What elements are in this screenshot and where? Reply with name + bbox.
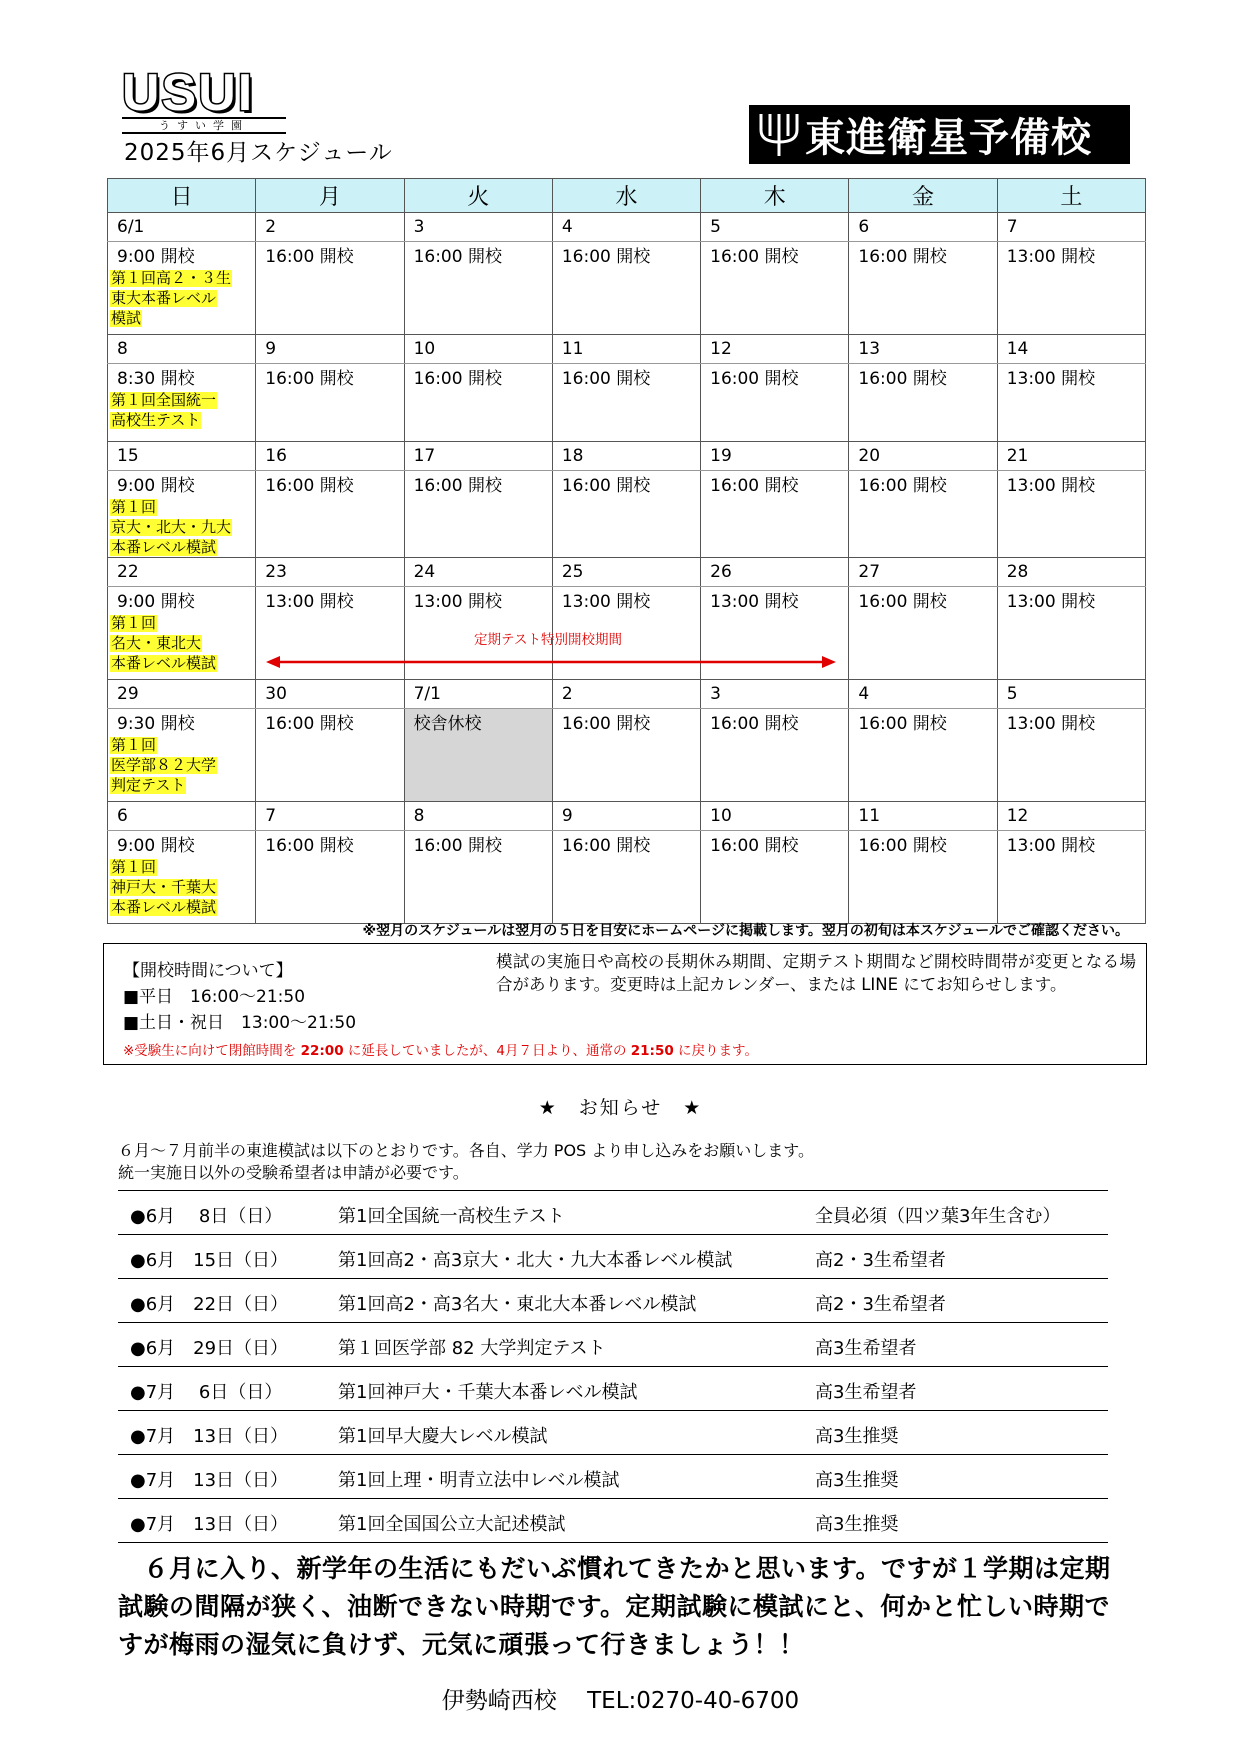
exam-name: 第1回早大慶大レベル模試	[338, 1426, 548, 1447]
exam-name: 第1回全国統一高校生テスト	[338, 1206, 565, 1227]
date-cell: 2	[552, 680, 700, 709]
opening-time: 16:00 開校	[265, 369, 354, 389]
opening-time: 9:00 開校	[117, 836, 195, 856]
special-period-arrow	[266, 656, 836, 668]
exam-name: 第1回全国国公立大記述模試	[338, 1514, 566, 1535]
opening-time: 16:00 開校	[710, 836, 799, 856]
opening-time: 13:00 開校	[1006, 247, 1096, 267]
date-cell: 5	[701, 213, 849, 242]
opening-time: 16:00 開校	[265, 247, 354, 267]
opening-time: 16:00 開校	[561, 369, 651, 389]
date-cell: 10	[701, 802, 849, 831]
usui-logo-sub: うすい学園	[122, 117, 286, 134]
exam-target: 高3生希望者	[815, 1382, 917, 1403]
exam-event-line: 医学部８２大学	[111, 756, 217, 774]
exam-name: 第1回高2・高3京大・北大・九大本番レベル模試	[338, 1250, 733, 1271]
exam-name: 第1回神戸大・千葉大本番レベル模試	[338, 1382, 638, 1403]
exam-target: 全員必須（四ツ葉3年生含む）	[815, 1206, 1061, 1227]
red-text-a: ※受験生に向けて閉館時間を	[123, 1043, 301, 1059]
date-cell: 27	[849, 558, 997, 587]
date-cell: 5	[997, 680, 1145, 709]
exam-target: 高3生推奨	[815, 1514, 899, 1535]
opening-time: 16:00 開校	[561, 836, 651, 856]
date-cell: 16	[256, 442, 404, 471]
opening-time: 9:00 開校	[117, 592, 195, 612]
exam-row	[118, 1367, 1108, 1411]
opening-time: 16:00 開校	[561, 476, 651, 496]
date-cell: 23	[256, 558, 404, 587]
exam-event-line: 判定テスト	[111, 776, 186, 794]
date-cell: 8	[108, 335, 256, 364]
date-cell: 6	[849, 213, 997, 242]
opening-time: 16:00 開校	[858, 592, 947, 612]
hours-info	[123, 958, 356, 1036]
opening-time: 16:00 開校	[710, 476, 799, 496]
date-cell: 30	[256, 680, 404, 709]
date-cell: 25	[552, 558, 700, 587]
red-text-c: に延長していましたが、4月７日より、通常の	[343, 1043, 631, 1059]
exam-list	[118, 1190, 1108, 1543]
footer-contact: 伊勢崎西校 TEL:0270-40-6700	[441, 1688, 800, 1714]
opening-time: 16:00 開校	[413, 836, 502, 856]
exam-event-line: 本番レベル模試	[111, 654, 217, 672]
opening-time: 9:30 開校	[117, 714, 195, 734]
date-cell: 2	[256, 213, 404, 242]
opening-time: 16:00 開校	[858, 369, 947, 389]
exam-target: 高3生希望者	[815, 1338, 917, 1359]
date-cell: 3	[404, 213, 552, 242]
opening-time: 16:00 開校	[413, 369, 502, 389]
date-cell: 11	[849, 802, 997, 831]
date-cell: 7	[256, 802, 404, 831]
date-cell: 21	[997, 442, 1145, 471]
opening-time: 13:00 開校	[1006, 714, 1096, 734]
date-cell: 7	[997, 213, 1145, 242]
date-cell: 4	[552, 213, 700, 242]
opening-time: 16:00 開校	[265, 836, 354, 856]
exam-row	[118, 1499, 1108, 1543]
hours-box	[103, 943, 1147, 1065]
opening-time: 16:00 開校	[561, 247, 651, 267]
opening-time: 16:00 開校	[413, 247, 502, 267]
exam-date: ●7月 13日（日）	[130, 1514, 289, 1535]
exam-event-line: 第１回	[111, 858, 157, 876]
opening-time: 16:00 開校	[265, 714, 354, 734]
opening-time: 16:00 開校	[858, 714, 947, 734]
date-cell: 9	[552, 802, 700, 831]
weekday-header: 月	[256, 179, 404, 213]
weekday-header: 金	[849, 179, 997, 213]
date-cell: 9	[256, 335, 404, 364]
red-text-e: に戻ります。	[673, 1043, 758, 1059]
opening-time: 13:00 開校	[1006, 476, 1096, 496]
closing-time-notice	[123, 1039, 758, 1059]
opening-time: 13:00 開校	[265, 592, 354, 612]
usui-logo-text: USUI	[122, 64, 255, 122]
notice-title: ★ お知らせ ★	[538, 1097, 703, 1119]
date-cell: 11	[552, 335, 700, 364]
toshin-logo-text: 東進衛星予備校	[805, 115, 1092, 161]
date-cell: 28	[997, 558, 1145, 587]
exam-target: 高3生推奨	[815, 1470, 899, 1491]
exam-date: ●7月 13日（日）	[130, 1426, 289, 1447]
exam-target: 高2・3生希望者	[815, 1250, 946, 1271]
exam-event-line: 第１回全国統一	[111, 391, 217, 409]
exam-row	[118, 1235, 1108, 1279]
opening-time: 13:00 開校	[710, 592, 799, 612]
exam-target: 高3生推奨	[815, 1426, 899, 1447]
date-cell: 20	[849, 442, 997, 471]
exam-date: ●6月 15日（日）	[130, 1250, 289, 1271]
exam-event-line: 名大・東北大	[111, 634, 202, 652]
date-cell: 24	[404, 558, 552, 587]
date-cell: 18	[552, 442, 700, 471]
exam-row	[118, 1279, 1108, 1323]
exam-date: ●7月 13日（日）	[130, 1470, 289, 1491]
date-cell: 14	[997, 335, 1145, 364]
opening-time: 13:00 開校	[413, 592, 502, 612]
exam-event-line: 第１回	[111, 498, 157, 516]
opening-time: 13:00 開校	[1006, 369, 1096, 389]
date-cell: 17	[404, 442, 552, 471]
exam-event-line: 第１回	[111, 736, 157, 754]
date-cell: 6	[108, 802, 256, 831]
opening-time: 13:00 開校	[1006, 592, 1096, 612]
hours-weekday: ■平日 16:00～21:50	[123, 987, 306, 1007]
opening-time: 16:00 開校	[710, 247, 799, 267]
calendar-note: ※翌月のスケジュールは翌月の５日を目安にホームページに掲載します。翌月の初旬は本スケジュールでご確認ください。	[362, 923, 1129, 939]
date-cell: 22	[108, 558, 256, 587]
exam-event-line: 神戸大・千葉大	[111, 878, 217, 896]
notice-intro	[118, 1140, 814, 1184]
date-cell: 7/1	[404, 680, 552, 709]
weekday-header: 火	[404, 179, 552, 213]
hours-change-notice: 模試の実施日や高校の長期休み期間、定期テスト期間など開校時間帯が変更となる場合があります。変更時は上記カレンダー、または LINE にてお知らせします。	[496, 952, 1136, 994]
weekday-header: 土	[997, 179, 1145, 213]
special-period-label: 定期テスト特別開校期間	[474, 632, 622, 648]
notice-intro-line: ６月～７月前半の東進模試は以下のとおりです。各自、学力 POS より申し込みをお願いします。	[118, 1141, 815, 1160]
exam-event-line: 模試	[111, 309, 142, 327]
exam-event-line: 本番レベル模試	[111, 538, 217, 556]
closed-label: 校舎休校	[413, 714, 482, 734]
hours-heading: 【開校時間について】	[123, 961, 293, 981]
opening-time: 16:00 開校	[413, 476, 502, 496]
exam-event-line: 第１回高２・３生	[111, 269, 232, 287]
opening-time: 16:00 開校	[265, 476, 354, 496]
opening-time: 16:00 開校	[858, 476, 947, 496]
date-cell: 8	[404, 802, 552, 831]
exam-event-line: 東大本番レベル	[111, 289, 217, 307]
opening-time: 8:30 開校	[117, 369, 195, 389]
page-title: 2025年6月スケジュール	[124, 140, 393, 166]
date-cell: 13	[849, 335, 997, 364]
red-time-old: 22:00	[300, 1043, 344, 1059]
exam-row	[118, 1411, 1108, 1455]
date-cell: 19	[701, 442, 849, 471]
date-cell: 4	[849, 680, 997, 709]
exam-event-line: 京大・北大・九大	[111, 518, 232, 536]
opening-time: 16:00 開校	[710, 369, 799, 389]
date-cell: 26	[701, 558, 849, 587]
notice-intro-line: 統一実施日以外の受験希望者は申請が必要です。	[118, 1163, 469, 1182]
date-cell: 3	[701, 680, 849, 709]
exam-event-line: 第１回	[111, 614, 157, 632]
opening-time: 9:00 開校	[117, 476, 195, 496]
exam-date: ●7月 6日（日）	[130, 1382, 283, 1403]
exam-date: ●6月 22日（日）	[130, 1294, 289, 1315]
date-cell: 29	[108, 680, 256, 709]
exam-target: 高2・3生希望者	[815, 1294, 946, 1315]
date-cell: 12	[701, 335, 849, 364]
opening-time: 13:00 開校	[561, 592, 651, 612]
closing-message: ６月に入り、新学年の生活にもだいぶ慣れてきたかと思います。ですが１学期は定期試験の間隔が狭く、油断できない時期です。定期試験に模試にと、何かと忙しい時期ですが梅雨の湿気に負けず、元気に頑張って行きましょう！！	[118, 1554, 1111, 1659]
opening-time: 16:00 開校	[858, 836, 947, 856]
exam-name: 第１回医学部 82 大学判定テスト	[338, 1338, 606, 1359]
exam-date: ●6月 8日（日）	[130, 1206, 283, 1227]
red-time-new: 21:50	[630, 1043, 674, 1059]
exam-row	[118, 1455, 1108, 1499]
opening-time: 16:00 開校	[710, 714, 799, 734]
exam-date: ●6月 29日（日）	[130, 1338, 289, 1359]
date-cell: 15	[108, 442, 256, 471]
date-cell: 10	[404, 335, 552, 364]
exam-name: 第1回上理・明青立法中レベル模試	[338, 1470, 620, 1491]
opening-time: 9:00 開校	[117, 247, 195, 267]
exam-event-line: 本番レベル模試	[111, 898, 217, 916]
exam-event-line: 高校生テスト	[111, 411, 201, 429]
weekday-header: 水	[552, 179, 700, 213]
exam-name: 第1回高2・高3名大・東北大本番レベル模試	[338, 1294, 697, 1315]
opening-time: 16:00 開校	[858, 247, 947, 267]
hours-weekend: ■土日・祝日 13:00～21:50	[123, 1013, 357, 1033]
weekday-header: 日	[108, 179, 256, 213]
exam-row	[118, 1323, 1108, 1367]
date-cell: 6/1	[108, 213, 256, 242]
date-cell: 12	[997, 802, 1145, 831]
exam-row	[118, 1190, 1108, 1235]
opening-time: 13:00 開校	[1006, 836, 1096, 856]
opening-time: 16:00 開校	[561, 714, 651, 734]
weekday-header: 木	[701, 179, 849, 213]
